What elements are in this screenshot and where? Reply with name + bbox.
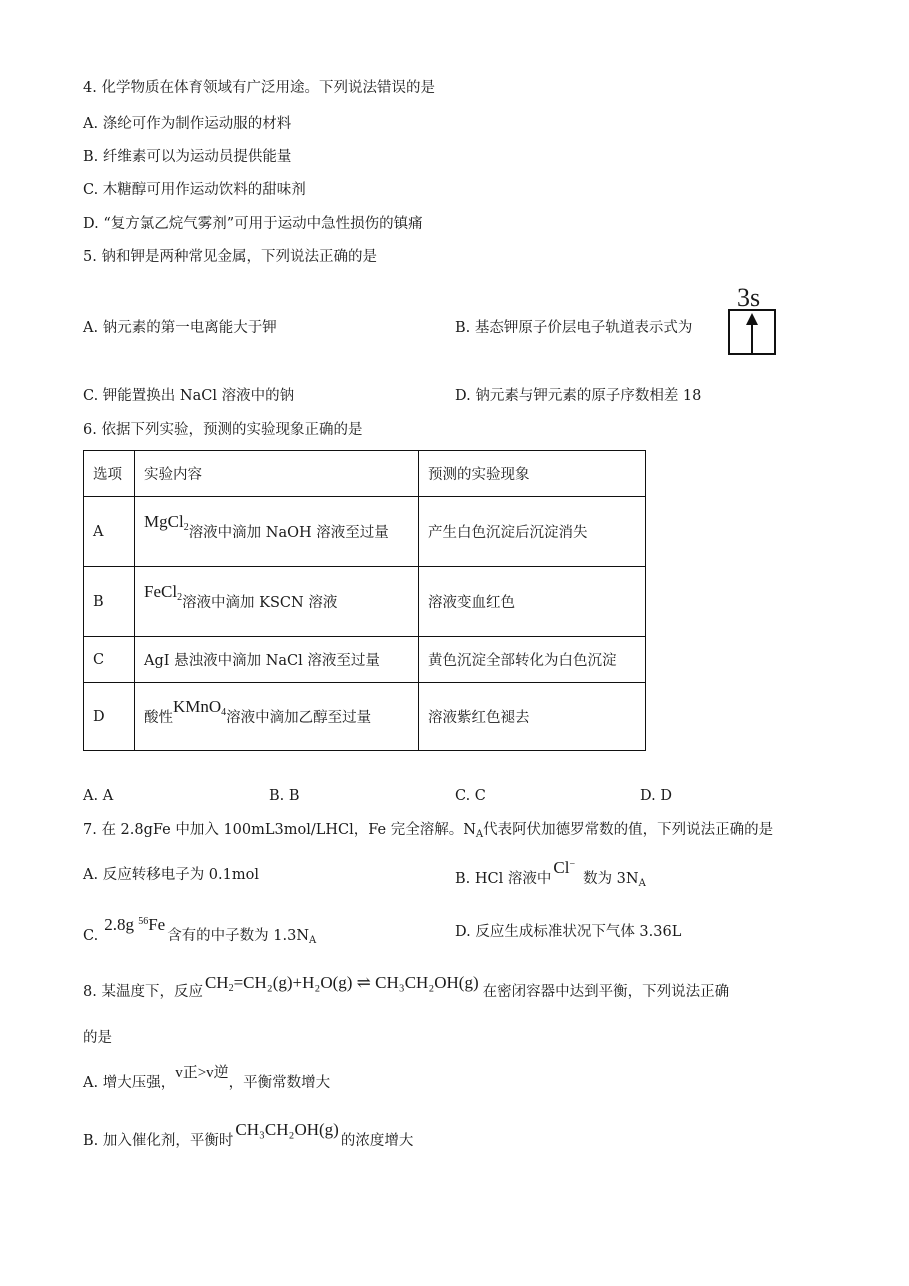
q6-answer-b: B. B bbox=[269, 788, 300, 804]
table-row bbox=[84, 567, 646, 637]
row-d-formula: KMnO$_4$ bbox=[173, 696, 227, 718]
row-c-option: C bbox=[84, 637, 135, 683]
experiment-table bbox=[83, 450, 646, 751]
row-c-result: 黄色沉淀全部转化为白色沉淀 bbox=[419, 637, 646, 683]
q7-option-c: C.2.8g $^{56}$Fe含有的中子数为 $1.3N_A$ bbox=[83, 915, 317, 946]
row-d-result: 溶液紫红色褪去 bbox=[419, 683, 646, 751]
q6-answer-d: D. D bbox=[640, 788, 672, 804]
q6-answer-a: A. A bbox=[83, 788, 114, 804]
spin-up-arrow-shaft bbox=[751, 323, 753, 353]
q7-stem: 7. 在 2.8gFe 中加入 100mL3mol/LHCl，Fe 完全溶解。$N_A$代表阿伏加德罗常数的值，下列说法正确的是 bbox=[83, 822, 774, 840]
table-row bbox=[84, 683, 646, 751]
row-b-text: 溶液中滴加 KSCN 溶液 bbox=[182, 594, 338, 611]
table-row bbox=[84, 497, 646, 567]
q4-option-c: C. 木糖醇可用作运动饮料的甜味剂 bbox=[83, 182, 306, 198]
row-b-result: 溶液变血红色 bbox=[419, 567, 646, 637]
row-b-option: B bbox=[84, 567, 135, 637]
q6-stem: 6. 依据下列实验，预测的实验现象正确的是 bbox=[83, 422, 363, 438]
q8-option-a: A. 增大压强，v正>v逆，平衡常数增大 bbox=[83, 1065, 331, 1091]
row-a-formula: MgCl$_2$ bbox=[144, 511, 189, 533]
row-b-formula: FeCl$_2$ bbox=[144, 581, 183, 603]
row-b-content bbox=[135, 567, 419, 637]
q8-stem: 8. 某温度下，反应 $CH_2=CH_2(g)+H_2O(g)$ ⇌ CH₃CH₂OH(g) 在密闭容器中达到平衡，下列说法正确 bbox=[83, 973, 730, 1000]
header-result: 预测的实验现象 bbox=[419, 451, 646, 497]
row-c-content: AgI 悬浊液中滴加 NaCl 溶液至过量 bbox=[135, 637, 419, 683]
q6-answer-c: C. C bbox=[455, 788, 486, 804]
row-a-text: 溶液中滴加 NaOH 溶液至过量 bbox=[188, 524, 389, 541]
row-d-text: 溶液中滴加乙醇至过量 bbox=[226, 709, 372, 726]
row-d-option: D bbox=[84, 683, 135, 751]
q5-option-a: A. 钠元素的第一电离能大于钾 bbox=[83, 320, 277, 336]
q4-option-b: B. 纤维素可以为运动员提供能量 bbox=[83, 149, 292, 165]
row-d-content bbox=[135, 683, 419, 751]
table-row bbox=[84, 637, 646, 683]
header-content: 实验内容 bbox=[135, 451, 419, 497]
q5-option-d: D. 钠元素与钾元素的原子序数相差 18 bbox=[455, 388, 702, 404]
q5-option-c: C. 钾能置换出 NaCl 溶液中的钠 bbox=[83, 388, 295, 404]
q5-option-b: B. 基态钾原子价层电子轨道表示式为 bbox=[455, 320, 693, 336]
row-d-prefix: 酸性 bbox=[144, 709, 173, 726]
q4-option-d: D. “复方氯乙烷气雾剂”可用于运动中急性损伤的镇痛 bbox=[83, 216, 423, 232]
table-header-row bbox=[84, 451, 646, 497]
q7-option-a: A. 反应转移电子为 0.1mol bbox=[83, 867, 259, 883]
q7-option-b: B. HCl 溶液中Cl−数为 $3N_A$ bbox=[455, 858, 646, 889]
row-a-content bbox=[135, 497, 419, 567]
q8-equation: $CH_2=CH_2(g)+H_2O(g)$ ⇌ CH₃CH₂OH(g) bbox=[204, 973, 479, 994]
row-a-option: A bbox=[84, 497, 135, 567]
q8-option-b: B. 加入催化剂，平衡时CH₃CH₂OH(g)的浓度增大 bbox=[83, 1120, 414, 1149]
header-option: 选项 bbox=[84, 451, 135, 497]
q5-stem: 5. 钠和钾是两种常见金属，下列说法正确的是 bbox=[83, 249, 377, 265]
orbital-label: 3s bbox=[737, 283, 761, 312]
q7-option-d: D. 反应生成标准状况下气体 3.36L bbox=[455, 924, 682, 940]
q4-stem: 4. 化学物质在体育领域有广泛用途。下列说法错误的是 bbox=[83, 80, 435, 96]
q4-option-a: A. 涤纶可作为制作运动服的材料 bbox=[83, 116, 292, 132]
q8-stem-line2: 的是 bbox=[83, 1030, 112, 1046]
row-a-result: 产生白色沉淀后沉淀消失 bbox=[419, 497, 646, 567]
